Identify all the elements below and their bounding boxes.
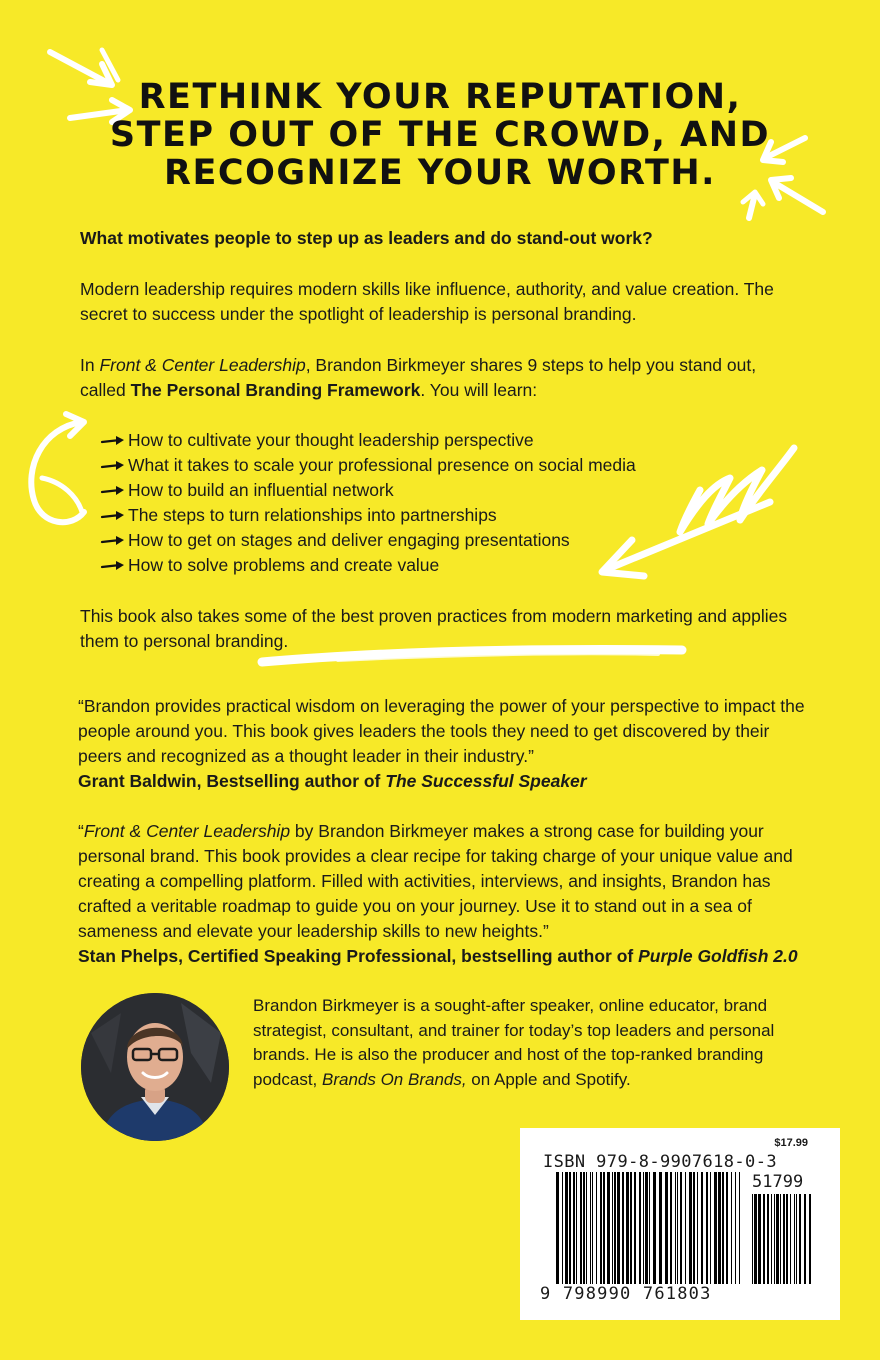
bullet-arrow-icon [100, 560, 128, 572]
barcode-bar [614, 1172, 616, 1284]
barcode-panel [520, 1128, 840, 1320]
barcode-bar [645, 1172, 648, 1284]
barcode-bar [675, 1172, 676, 1284]
barcode-bar [596, 1172, 597, 1284]
price: $17.99 [774, 1137, 808, 1149]
intro-paragraph: Modern leadership requires modern skills like influence, authority, and value creation. The secret to success under the spotlight of leadership is personal branding. [80, 279, 774, 324]
barcode-bar [617, 1172, 620, 1284]
barcode-bar [607, 1172, 610, 1284]
quote-book-title: Front & Center Leadership [83, 821, 291, 841]
blurb [80, 226, 800, 654]
lead-question: What motivates people to step up as leaders and do stand-out work? [80, 228, 653, 248]
testimonial-author: Grant Baldwin, Bestselling author of [78, 771, 386, 791]
list-item-text: How to build an influential network [128, 480, 394, 500]
list-item [100, 528, 800, 553]
barcode-bar [565, 1172, 568, 1284]
barcode-bar [653, 1172, 656, 1284]
barcode-bar [726, 1172, 728, 1284]
bullet-arrow-icon [100, 510, 128, 522]
barcode-bar [626, 1172, 629, 1284]
list-item-text: How to cultivate your thought leadership perspective [128, 430, 534, 450]
barcode-bar [680, 1172, 682, 1284]
barcode-bar [780, 1194, 781, 1284]
framework-middle: , Brandon Birkmeyer shares 9 steps to help you stand out, called [80, 355, 757, 400]
list-item [100, 553, 800, 578]
list-item-text: What it takes to scale your professional presence on social media [128, 455, 636, 475]
list-item-text: The steps to turn relationships into partnerships [128, 505, 497, 525]
bullet-arrow-icon [100, 485, 128, 497]
barcode-bar [643, 1172, 644, 1284]
isbn-number: ISBN 979-8-9907618-0-3 [543, 1152, 777, 1172]
headline [60, 78, 820, 192]
framework-suffix: . You will learn: [420, 380, 538, 400]
list-item [100, 428, 800, 453]
barcode-bar [562, 1172, 563, 1284]
barcode-bar [739, 1172, 740, 1284]
list-item [100, 478, 800, 503]
also-paragraph: This book also takes some of the best proven practices from modern marketing and applies them to personal branding. [80, 606, 788, 651]
author-photo [81, 993, 229, 1141]
list-item-text: How to solve problems and create value [128, 555, 440, 575]
barcode-bar [693, 1172, 695, 1284]
bullet-arrow-icon [100, 535, 128, 547]
barcode-bar [592, 1172, 593, 1284]
ean-barcode [556, 1172, 744, 1284]
quote-open-mark: “ [78, 821, 84, 841]
testimonial-attribution [78, 944, 808, 969]
barcode-bar [706, 1172, 708, 1284]
barcode-bar [612, 1172, 613, 1284]
barcode-bar [758, 1194, 761, 1284]
barcode-bar [799, 1194, 801, 1284]
barcode-bar [665, 1172, 668, 1284]
barcode-bar [677, 1172, 678, 1284]
testimonial-author: Stan Phelps, Certified Speaking Professional, bestselling author of [78, 946, 639, 966]
list-item [100, 453, 800, 478]
barcode-bar [573, 1172, 575, 1284]
bullet-arrow-icon [100, 460, 128, 472]
barcode-bar [786, 1194, 788, 1284]
barcode-bar [697, 1172, 698, 1284]
podcast-name: Brands On Brands, [322, 1069, 467, 1089]
barcode-bar [710, 1172, 711, 1284]
framework-paragraph [80, 353, 800, 403]
barcode-bar [622, 1172, 624, 1284]
list-item-text: How to get on stages and deliver engaging presentations [128, 530, 570, 550]
barcode-bar [580, 1172, 582, 1284]
barcode-bar [603, 1172, 605, 1284]
testimonial-book: Purple Goldfish 2.0 [638, 946, 798, 966]
barcode-bar [634, 1172, 636, 1284]
barcode-bar [649, 1172, 650, 1284]
barcode-bar [590, 1172, 591, 1284]
barcode-bar [774, 1194, 775, 1284]
barcode-bar [796, 1194, 797, 1284]
barcode-bar [754, 1194, 757, 1284]
ean-number: 9 798990 761803 [540, 1284, 712, 1304]
testimonial-book: The Successful Speaker [385, 771, 587, 791]
learn-list [100, 428, 800, 578]
barcode-bar [771, 1194, 772, 1284]
headline-line-1: RETHINK YOUR REPUTATION, [138, 77, 742, 117]
addon-number: 51799 [752, 1172, 804, 1192]
list-item [100, 503, 800, 528]
testimonial-2 [78, 819, 808, 969]
barcode-bar [685, 1172, 686, 1284]
barcode-bar [659, 1172, 662, 1284]
barcode-bar [767, 1194, 769, 1284]
testimonial-1 [78, 694, 808, 794]
barcode-bar [731, 1172, 732, 1284]
barcode-bar [714, 1172, 717, 1284]
barcode-bar [639, 1172, 641, 1284]
author-portrait-icon [81, 993, 229, 1141]
barcode-bar [783, 1194, 785, 1284]
bio-suffix: on Apple and Spotify. [466, 1069, 631, 1089]
testimonial-attribution [78, 769, 808, 794]
barcode-bar [790, 1194, 791, 1284]
headline-line-3: RECOGNIZE YOUR WORTH. [164, 153, 716, 193]
barcode-bar [701, 1172, 703, 1284]
barcode-bar [670, 1172, 672, 1284]
barcode-bar [600, 1172, 602, 1284]
framework-prefix: In [80, 355, 100, 375]
bullet-arrow-icon [100, 435, 128, 447]
quote-rest: by Brandon Birkmeyer makes a strong case for building your personal brand. This book provides a clear recipe for taking charge of your unique value and creating a compelling platform. Filled with activities, interviews, and insights, Brandon has crafted a veritable roadmap to guide you on your journey. Use it to stand out in a sea of sameness and elevate your leadership skills to new heights.” [78, 821, 793, 941]
barcode-bar [586, 1172, 587, 1284]
barcode-bar [583, 1172, 585, 1284]
barcode-bar [809, 1194, 811, 1284]
bio-text: Brandon Birkmeyer is a sought-after speaker, online educator, brand strategist, consultant, and trainer for today’s top leaders and personal brands. He is also the producer and host of the top-ranked branding podcast, [253, 996, 775, 1089]
barcode-bar [794, 1194, 795, 1284]
testimonial-quote [78, 819, 808, 944]
testimonial-quote: “Brandon provides practical wisdom on leveraging the power of your perspective to impact the people around you. This book gives leaders the tools they need to get discovered by their peers and recognized as a thought leader in their industry.” [78, 696, 805, 766]
addon-barcode [752, 1194, 814, 1284]
framework-name: The Personal Branding Framework [130, 380, 421, 400]
barcode-bar [763, 1194, 765, 1284]
barcode-bar [718, 1172, 721, 1284]
barcode-bar [576, 1172, 577, 1284]
barcode-bar [569, 1172, 571, 1284]
barcode-bar [752, 1194, 753, 1284]
barcode-bar [722, 1172, 724, 1284]
headline-line-2: STEP OUT OF THE CROWD, AND [109, 115, 771, 155]
barcode-bar [556, 1172, 559, 1284]
barcode-bar [776, 1194, 779, 1284]
barcode-bar [735, 1172, 736, 1284]
book-title: Front & Center Leadership [99, 355, 306, 375]
barcode-bar [689, 1172, 692, 1284]
barcode-bar [804, 1194, 806, 1284]
author-bio [253, 994, 813, 1092]
barcode-bar [630, 1172, 632, 1284]
